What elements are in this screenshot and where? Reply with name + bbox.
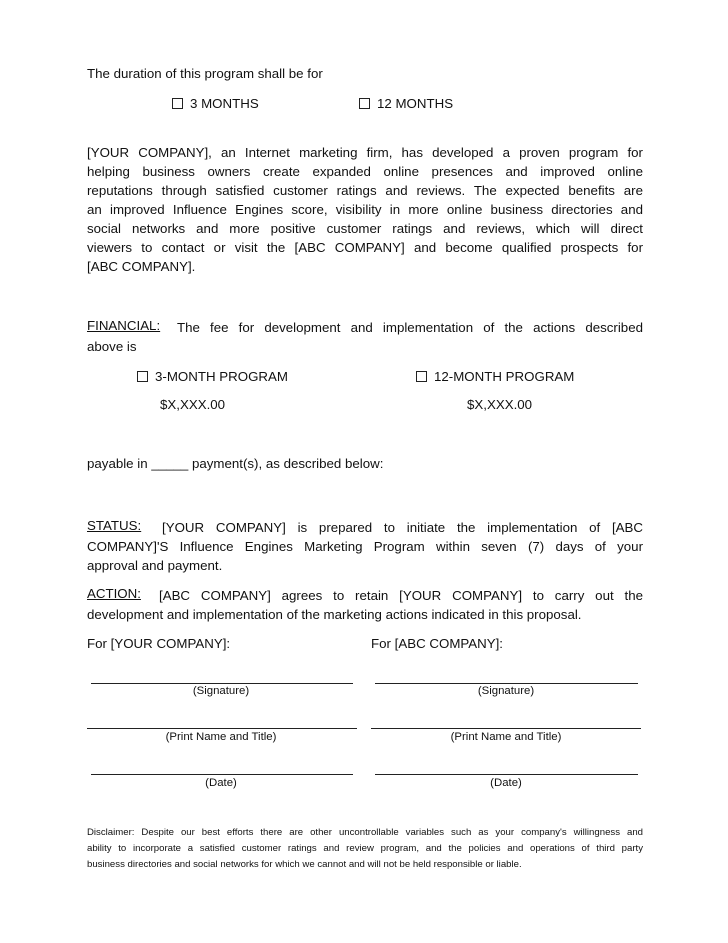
program-3-month-label: 3-MONTH PROGRAM <box>155 369 288 384</box>
action-line: [ABC COMPANY] agrees to retain [YOUR COMPANY] to carry out the <box>159 588 643 603</box>
option-12-months-label: 12 MONTHS <box>377 96 454 111</box>
intro-line: viewers to contact or visit the [ABC COMPANY] and become qualified prospects for <box>87 240 643 255</box>
checkbox-3-months[interactable] <box>172 98 183 109</box>
financial-line: The fee for development and implementation of the actions described <box>177 320 643 335</box>
signature-caption-right: (Signature) <box>477 685 535 697</box>
program-12-month-label: 12-MONTH PROGRAM <box>434 369 575 384</box>
checkbox-3-month-program[interactable] <box>137 371 148 382</box>
signature-line-left[interactable] <box>91 683 353 684</box>
intro-line: an improved Influence Engines score, visibility in more online business directories and <box>87 202 643 217</box>
intro-line: [ABC COMPANY]. <box>87 259 196 274</box>
option-12-months[interactable] <box>359 96 453 111</box>
status-heading-label: STATUS: <box>87 518 142 533</box>
program-12-month[interactable] <box>416 369 574 384</box>
date-line-left[interactable] <box>91 774 353 775</box>
duration-intro: The duration of this program shall be for <box>87 66 323 81</box>
financial-heading-label: FINANCIAL: <box>87 318 161 333</box>
print-name-caption-left: (Print Name and Title) <box>165 731 277 743</box>
date-line-right[interactable] <box>375 774 638 775</box>
status-line: [YOUR COMPANY] is prepared to initiate the implementation of [ABC <box>162 520 643 535</box>
program-3-month[interactable] <box>137 369 288 384</box>
checkbox-12-month-program[interactable] <box>416 371 427 382</box>
payable-line: payable in _____ payment(s), as described below: <box>87 456 384 471</box>
disclaimer-line: Disclaimer: Despite our best efforts there are other uncontrollable variables such as your company's willingness and <box>87 827 643 838</box>
status-heading <box>87 518 141 533</box>
intro-line: helping business owners create expanded online presences and improved online <box>87 164 643 179</box>
financial-heading <box>87 318 160 333</box>
price-3-month: $X,XXX.00 <box>160 397 226 412</box>
signature-line-right[interactable] <box>375 683 638 684</box>
disclaimer-line: ability to incorporate a satisfied customer ratings and review program, and the policies and operations of third party <box>87 843 643 854</box>
action-heading-label: ACTION: <box>87 586 141 601</box>
action-line: development and implementation of the marketing actions indicated in this proposal. <box>87 607 582 622</box>
price-12-month: $X,XXX.00 <box>467 397 533 412</box>
signature-header-right: For [ABC COMPANY]: <box>371 636 504 651</box>
print-name-caption-right: (Print Name and Title) <box>450 731 562 743</box>
date-caption-right: (Date) <box>490 777 522 789</box>
print-name-line-left[interactable] <box>87 728 357 729</box>
status-line: COMPANY]'S Influence Engines Marketing Program within seven (7) days of your <box>87 539 643 554</box>
signature-caption-left: (Signature) <box>192 685 250 697</box>
checkbox-12-months[interactable] <box>359 98 370 109</box>
disclaimer-line: business directories and social networks for which we cannot and will not be held responsible or liable. <box>87 859 522 870</box>
intro-line: social networks and more positive customer ratings and reviews, which will direct <box>87 221 643 236</box>
intro-line: reputations through satisfied customer ratings and reviews. The expected benefits are <box>87 183 643 198</box>
intro-line: [YOUR COMPANY], an Internet marketing firm, has developed a proven program for <box>87 145 643 160</box>
action-heading <box>87 586 141 601</box>
financial-line: above is <box>87 339 137 354</box>
option-3-months-label: 3 MONTHS <box>190 96 259 111</box>
signature-header-left: For [YOUR COMPANY]: <box>87 636 231 651</box>
option-3-months[interactable] <box>172 96 259 111</box>
date-caption-left: (Date) <box>205 777 237 789</box>
status-line: approval and payment. <box>87 558 223 573</box>
print-name-line-right[interactable] <box>371 728 641 729</box>
